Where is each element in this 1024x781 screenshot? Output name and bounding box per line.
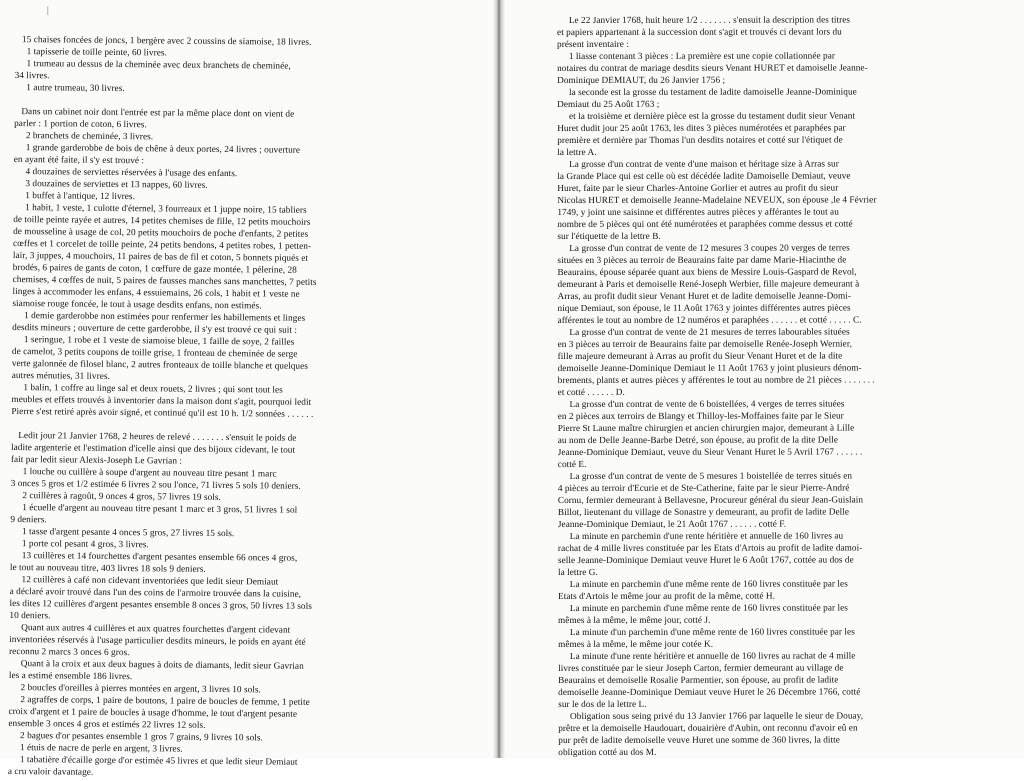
text-line: les dites 12 cuillères d'argent pesantes ensemble 8 onces 3 gros, 50 livres 13 sols — [9, 598, 312, 612]
text-line: Beaurains, épouse séparée quant aux biens de Messire Louis-Gaspard de Revol, — [557, 267, 857, 278]
text-line: Demiaut du 25 Août 1763 ; — [557, 99, 660, 110]
text-line: 1 tabatière d'écaille gorge d'or estimée 45 livres et que ledit sieur Demiaut — [7, 754, 298, 768]
text-line: Jeanne-Dominique Demiaut, veuve du Sieur Venant Huret le 5 Avril 1767 . . . . . . — [557, 447, 863, 458]
text-line: demeurant à Paris et demoiselle René-Joseph Werbier, fille majeure demeurant à — [557, 279, 860, 290]
text-line: la Grande Place qui est celle où est décédée ladite Damoiselle Demiaut, veuve — [557, 171, 851, 182]
text-line: parler : 1 portion de coton, 6 livres. — [14, 118, 147, 131]
text-line: nique Demiaut, son épouse, le 11 Août 1763 y jointes différentes autres pièces — [557, 303, 851, 314]
text-line: Pierre s'est retiré après avoir signé, et continué qu'il est 10 h. 1/2 sonnées . . . . . . — [11, 406, 314, 420]
text-line: 9 deniers. — [10, 514, 47, 526]
text-line: 2 boucles d'oreilles à pierres montées en argent, 3 livres 10 sols. — [8, 682, 261, 696]
text-line: ensemble 3 onces 4 gros et estimés 22 livres 12 sols. — [8, 718, 206, 731]
text-line: 1 tapisserie de toille peinte, 60 livres. — [14, 46, 167, 59]
text-line: reconnu 2 marcs 3 onces 6 gros. — [9, 646, 130, 659]
text-line: 10 deniers. — [9, 610, 51, 622]
text-line: La minute d'une rente héritière et annuelle de 160 livres au rachat de 4 mille — [558, 651, 856, 662]
text-line: La minute en parchemin d'une même rente de 160 livres constituée par les — [558, 603, 848, 614]
text-line: mêmes à la même, le même jour, cotté J. — [558, 615, 711, 626]
text-line: la seconde est la grosse du testament de ladite damoiselle Jeanne-Dominique — [557, 87, 857, 98]
text-line: Quant à la croix et aux deux bagues à doits de diamants, ledit sieur Gavrian — [8, 658, 304, 672]
text-line: la lettre A. — [557, 147, 597, 158]
text-line: brodés, 6 paires de gants de coton, 1 cœffure de gaze montée, 1 pélerine, 28 — [12, 262, 297, 276]
text-line: 12 cuillères à café non cidevant inventoriées que ledit sieur Demiaut — [9, 574, 279, 588]
text-line: lair, 3 juppes, 4 mouchoirs, 11 paires de bas de fil et coton, 5 bonnets piqués et — [12, 250, 309, 264]
text-line: Pierre St Laune maître chirurgien et ancien chirurgien major, demeurant à Lille — [557, 423, 855, 434]
text-line: 1749, y joint une saisinne et différentes autres pièces y afférantes le tout au — [557, 207, 839, 218]
text-line: Arras, au profit dudit sieur Venant Huret et de ladite demoiselle Jeanne-Domi- — [557, 291, 851, 302]
text-line: 1 trumeau au dessus de la cheminée avec deux branchets de cheminée, — [14, 58, 291, 72]
text-line: 1 porte col pesant 4 gros, 3 livres. — [10, 538, 149, 551]
text-line: 1 liasse contenant 3 pièces : La première est une copie collationnée par — [557, 51, 835, 62]
text-line: 1 buffet à l'antique, 12 livres. — [13, 190, 136, 203]
text-line: fait par ledit sieur Alexis-Joseph Le Gavrian : — [10, 454, 183, 467]
text-line: La grosse d'un contrat de vente de 6 boistellées, 4 verges de terres situées — [557, 399, 845, 410]
text-line: 15 chaises foncées de joncs, 1 bergère avec 2 coussins de siamoise, 18 livres. — [14, 34, 312, 48]
left-page-top-mark: | — [47, 5, 49, 15]
text-line: La grosse d'un contrat de vente de 12 mesures 3 coupes 20 verges de terres — [557, 243, 850, 254]
text-line: en ayant été faite, il s'y est trouvé : — [13, 154, 145, 167]
text-line: Obligation sous seing privé du 13 Janvier 1766 par laquelle le sieur de Douay, — [558, 711, 864, 722]
text-line: Le 22 Janvier 1768, huit heure 1/2 . . . . . . . s'ensuit la description des titres — [557, 15, 851, 26]
text-line: 4 douzaines de serviettes réservées à l'usage des enfants. — [13, 166, 238, 180]
text-line: Jeanne-Dominique Demiaut, le 21 Août 1767 . . . . . . cotté F. — [557, 519, 787, 530]
text-line: afférentes le tout au nombre de 12 numéros et paraphées . . . . . . et cotté . . . . . C. — [557, 315, 862, 326]
text-line: sur le dos de la lettre L. — [558, 699, 647, 710]
text-line: première et dernière par Thomas l'un desdits notaires et cotté sur l'étiquet de — [557, 135, 843, 146]
text-line: a déclaré avoir trouvé dans l'un des coins de l'armoire trouvée dans la cuisine, — [9, 586, 302, 600]
text-line: 3 onces 5 gros et 1/2 estimée 6 livres 2 sou l'once, 71 livres 5 sols 10 deniers. — [10, 478, 301, 492]
text-line: les a estimé ensemble 186 livres. — [8, 670, 133, 683]
text-line: présent inventaire : — [557, 39, 629, 50]
text-line: 1 habit, 1 veste, 1 culotte d'éternel, 3 fourreaux et 1 juppe noire, 15 tabliers — [13, 202, 307, 216]
text-line: notaires du contrat de mariage desdits sieurs Venant HURET et damoiselle Jeanne- — [557, 63, 868, 74]
text-line: Huret, faite par le sieur Charles-Antoine Gorlier et autres au profit du sieur — [557, 183, 839, 194]
text-line: La minute d'un parchemin d'une même rente de 160 livres constituée par les — [558, 627, 855, 638]
text-line: pur prêt de ladite demoiselle veuve Huret une somme de 360 livres, la ditte — [558, 735, 840, 746]
book-gutter — [493, 0, 505, 758]
text-line: 2 agraffes de corps, 1 paire de boutons, 1 paire de boucles de femme, 1 petite — [8, 694, 310, 708]
text-line: verte galonnée de filosel blanc, 2 autres fronteaux de toille blanche et quelques — [11, 358, 308, 372]
text-line: 1 grande garderobbe de bois de chêne à deux portes, 24 livres ; ouverture — [13, 142, 301, 156]
text-line: meubles et effets trouvés à inventorier dans la maison dont s'agit, pourquoi ledit — [11, 394, 312, 408]
text-line: Quant aux autres 4 cuillères et aux quatres fourchettes d'argent cidevant — [9, 622, 291, 636]
text-line: en 3 pièces au terroir de Beaurains faite par demoiselle Renée-Joseph Wernier, — [557, 339, 852, 350]
text-line: 1 demie garderobbe non estimées pour renfermer les habillements et linges — [12, 310, 306, 324]
text-line: Cornu, fermier demeurant à Bellavesne, Procureur général du sieur Jean-Guislain — [557, 495, 864, 506]
text-line: le tout au nouveau titre, 403 livres 18 sols 9 deniers. — [9, 562, 206, 575]
text-line: chemises, 4 cœffes de nuit, 5 paires de fausses manches sans manchettes, 7 petits — [12, 274, 317, 288]
text-line: linges à accommoder les enfans, 4 essuiemains, 26 cols, 1 habit et 1 veste ne — [12, 286, 300, 300]
text-line: ladite argenterie et l'estimation d'icelle ainsi que des bijoux cidevant, le tout — [10, 442, 296, 456]
text-line: Huret dudit jour 25 août 1763, les dites 3 pièces numérotées et paraphées par — [557, 123, 846, 134]
text-line: Beaurains et demoiselle Rosalie Parmentier, son épouse, au profit de ladite — [558, 675, 839, 686]
text-line: Billot, lieutenant du village de Sonastre y demeurant, au profit de ladite Delle — [557, 507, 850, 518]
text-line: Dans un cabinet noir dont l'entrée est par la même place dont on vient de — [14, 106, 295, 120]
text-line: 1 écuelle d'argent au nouveau titre pesant 1 marc et 3 gros, 51 livres 1 sol — [10, 502, 298, 516]
text-line: Dominique DEMIAUT, du 26 Janvier 1756 ; — [557, 75, 726, 86]
text-line: et la troisième et dernière pièce est la grosse du testament dudit sieur Venant — [557, 111, 856, 122]
text-line: prêtre et la demoiselle Haudouart, douairière d'Aubin, ont reconnu d'avoir eû en — [558, 723, 858, 734]
text-line: siamoise rouge foncée, le tout à usage desdits enfans, non estimés. — [12, 298, 262, 312]
text-line: rachat de 4 mille livres constituée par les Etats d'Artois au profit de ladite damoi- — [557, 543, 863, 554]
text-line: brements, plants et autres pièces y afférentes le tout au nombre de 21 pièces . . . . . . . — [557, 375, 875, 386]
text-line: cœffes et 1 corcelet de toille peinte, 24 petits bendons, 4 petites robes, 1 petten- — [12, 238, 312, 252]
text-line: Ledit jour 21 Janvier 1768, 2 heures de relevé . . . . . . . s'ensuit le poids de — [11, 430, 297, 444]
text-line: 34 livres. — [14, 70, 50, 82]
text-line: la lettre G. — [557, 567, 598, 578]
left-page-text — [8, 34, 319, 781]
text-line: croix d'argent et 1 paire de boucles à usage d'homme, le tout d'argent pesante — [8, 706, 298, 720]
text-line: au nom de Delle Jeanne-Barbe Detré, son épouse, au profit de la dite Delle — [557, 435, 839, 446]
text-line: Etats d'Artois le même jour au profit de la même, cotté H. — [558, 591, 776, 602]
text-line: de toille peinte rayée et autres, 14 petites chemises de fille, 12 petits mouchoirs — [13, 214, 311, 228]
text-line: 1 tasse d'argent pesante 4 onces 5 gros, 27 livres 15 sols. — [10, 526, 235, 540]
right-page — [505, 0, 1024, 758]
text-line: 1 balin, 1 coffre au linge sal et deux rouets, 2 livres ; qui sont tout les — [11, 382, 283, 396]
text-line: desdits mineurs ; ouverture de cette garderobbe, il s'y est trouvé ce qui suit : — [12, 322, 298, 336]
text-line: demoiselle Jeanne-Dominique Demiaut veuve Huret le 26 Décembre 1766, cotté — [558, 687, 861, 698]
text-line: 4 pièces au terroir d'Ecurie et de Ste-Catherine, faite par le sieur Pierre-André — [557, 483, 850, 494]
text-line: demoiselle Jeanne-Dominique Demiaut le 11 Août 1763 y joint plusieurs dénom- — [557, 363, 862, 374]
text-line: et papiers appartenant à la succession dont s'agit et trouvés ci devant lors du — [557, 27, 842, 38]
left-page — [0, 0, 493, 778]
text-line: La grosse d'un contrat de vente de 5 mesures 1 boistellée de terres situés en — [557, 471, 853, 482]
text-line: de mousseline à usage de col, 20 petits mouchoirs de poche d'enfants, 2 petites — [13, 226, 309, 240]
text-line: fille majeure demeurant à Arras au profit du Sieur Venant Huret et de la dite — [557, 351, 843, 362]
text-line: et cotté . . . . . . D. — [557, 387, 625, 398]
text-line: sur l'étiquette de la lettre B. — [557, 231, 661, 242]
text-line: livres constituée par le sieur Joseph Carton, fermier demeurant au village de — [558, 663, 844, 674]
text-line: La grosse d'un contrat de vente de 21 mesures de terres labourables situées — [557, 327, 850, 338]
text-line: mêmes à la même, le même jour cotée K. — [558, 639, 714, 650]
text-line: 1 étuis de nacre de perle en argent, 3 livres. — [8, 742, 183, 755]
text-line: 1 louche ou cuillère à soupe d'argent au nouveau titre pesant 1 marc — [10, 466, 277, 480]
text-line: 3 douzaines de serviettes et 13 nappes, 60 livres. — [13, 178, 208, 191]
text-line: La grosse d'un contrat de vente d'une maison et héritage size à Arras sur — [557, 159, 839, 170]
text-line: autres ménuties, 31 livres. — [11, 370, 110, 382]
right-page-text — [557, 14, 877, 759]
text-line: situées en 3 pièces au terroir de Beaurains faite par dame Marie-Hiacinthe de — [557, 255, 847, 266]
text-line: obligation cotté au dos M. — [558, 747, 657, 758]
text-line: Nicolas HURET et demoiselle Jeanne-Madelaine NEVEUX, son épouse ,le 4 Février — [557, 195, 877, 206]
text-line: de camelot, 3 petits coupons de toille grise, 1 fronteau de cheminée de serge — [11, 346, 298, 360]
text-line: a cru valoir davantage. — [7, 766, 94, 778]
text-line: La minute en parchemin d'une même rente de 160 livres constituée par les — [557, 579, 848, 590]
text-line: 2 cuillères à ragoût, 9 onces 4 gros, 57 livres 19 sols. — [10, 490, 221, 503]
text-line: 2 branchets de cheminée, 3 livres. — [13, 130, 154, 143]
text-line: en 2 pièces aux terroirs de Blangy et Thilloy-les-Moffaines faite par le Sieur — [557, 411, 844, 422]
text-line: 13 cuillères et 14 fourchettes d'argent pesantes ensemble 66 onces 4 gros, — [9, 550, 298, 564]
text-line: 1 seringue, 1 robe et 1 veste de siamoise bleue, 1 faille de soye, 2 failles — [12, 334, 295, 348]
text-line: La minute en parchemin d'une rente héritière et annuelle de 160 livres au — [557, 531, 844, 542]
text-line: 1 autre trumeau, 30 livres. — [14, 82, 125, 95]
text-line: selle Jeanne-Dominique Demiaut veuve Huret le 6 Août 1767, cottée au dos de — [557, 555, 854, 566]
text-line: cotté E. — [557, 459, 587, 470]
text-line: 2 bagues d'or pesantes ensemble 1 gros 7 grains, 9 livres 10 sols. — [8, 730, 263, 744]
text-line: nombre de 5 pièces qui ont été numérotées et paraphées comme dessus et cotté — [557, 219, 853, 230]
text-line: inventoriées réservés à l'usage particulier desdits mineurs, le poids en ayant été — [9, 634, 306, 648]
